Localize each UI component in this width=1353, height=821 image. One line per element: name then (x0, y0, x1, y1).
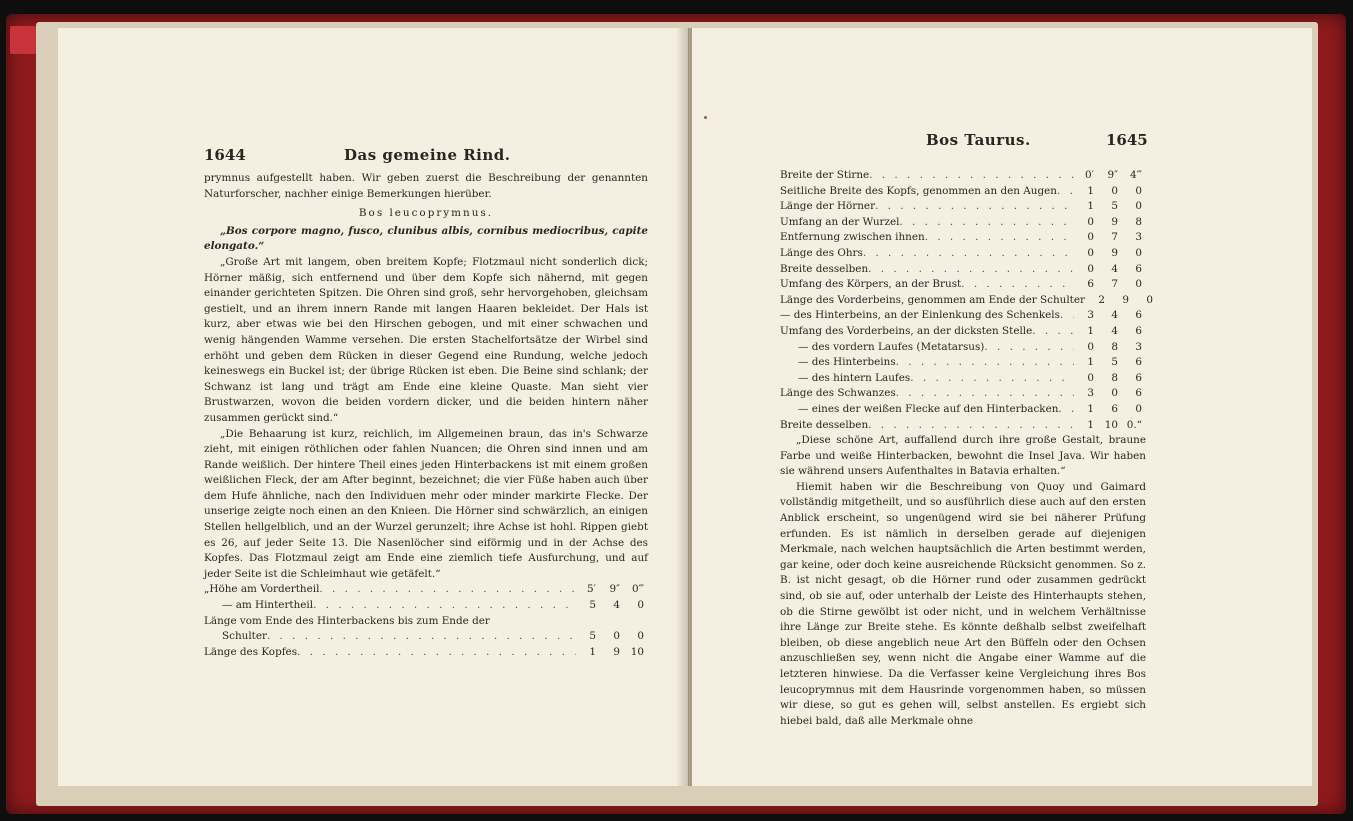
page-speck (704, 116, 707, 119)
measurement-label: „Höhe am Vordertheil (204, 583, 320, 596)
measurement-lines: 6 (1135, 387, 1142, 400)
measurement-lines: 3 (1135, 340, 1142, 353)
measurement-lines: 6 (1135, 309, 1142, 322)
measurement-label: Breite der Stirne (780, 169, 870, 181)
measurement-inches: 9 (1111, 246, 1118, 259)
measurement-feet: 0 (1087, 231, 1094, 244)
measurement-inches: 0 (613, 630, 620, 643)
latin-diagnosis: „Bos corpore magno, fusco, clunibus albis, cornibus mediocribus, capite elongato.“ (204, 224, 648, 253)
measurement-row (780, 340, 1146, 356)
leader-dots (896, 355, 1074, 371)
measurement-lines: 0‴ (631, 583, 644, 596)
measurement-label: Länge vom Ende des Hinterbackens bis zum Ende der (204, 614, 490, 627)
measurement-row (780, 386, 1146, 402)
right-page-header (692, 131, 1312, 155)
measurement-label: Länge des Kopfes (204, 645, 298, 658)
leader-dots (313, 598, 576, 614)
measurement-inches: 8 (1111, 371, 1118, 384)
measurement-row (780, 324, 1146, 340)
measurement-inches: 7 (1111, 278, 1118, 291)
measurement-row (780, 230, 1146, 246)
measurement-lines: 8 (1135, 215, 1142, 228)
measurement-feet: 5 (589, 630, 596, 643)
leader-dots (1057, 184, 1074, 200)
measurement-lines: 10 (630, 645, 644, 658)
measurement-lines: 0 (637, 599, 644, 612)
measurement-label: — des Hinterbeins, an der Einlenkung des Schenkels (780, 309, 1060, 322)
measurement-inches: 5 (1111, 356, 1118, 369)
measurement-label: Schulter (222, 630, 267, 643)
leader-dots (319, 582, 576, 598)
measurement-feet: 0 (1087, 371, 1094, 384)
measurement-row (780, 308, 1146, 324)
measurement-inches: 9 (1111, 215, 1118, 228)
left-page (58, 28, 689, 786)
measurement-lines: 0 (1135, 184, 1142, 197)
measurement-inches: 4 (613, 599, 620, 612)
right-page-body (780, 168, 1153, 729)
left-page-title: Das gemeine Rind. (344, 146, 511, 164)
measurement-label: Entfernung zwischen ihnen (780, 231, 925, 244)
left-measurement-table (204, 582, 648, 660)
measurement-lines: 6 (1135, 262, 1142, 275)
measurement-feet: 0′ (1085, 169, 1094, 181)
cover-corner (10, 26, 36, 54)
leader-dots (984, 340, 1074, 356)
measurement-feet: 0 (1087, 215, 1094, 228)
measurement-feet: 1 (1087, 356, 1094, 369)
measurement-feet: 0 (1087, 262, 1094, 275)
leader-dots (267, 629, 576, 645)
coloration-paragraph: „Die Behaarung ist kurz, reichlich, im Allgemeinen braun, das in's Schwarze zieht, mit einigen röthlichen oder fahlen Nuancen; die Ohren sind innen und am Rande weißlich. Der hintere Theil eines jeden Hinterbackens ist mit einem großen weißlichen Fleck, der am After beginnt, bezeichnet; die vier Füße haben auch über dem Hufe ähnliche, nach den Individuen mehr oder minder markirte Flecke. Der unserige zeigte noch einen an den Knieen. Die Hörner sind schwärzlich, an einigen Stellen hellgelblich, und an der Wurzel gerunzelt; ihre Achse ist hohl. Rippen giebt es 26, auf jeder Seite 13. Die Nasenlöcher sind eiförmig und in der Achse des Kopfes. Das Flotzmaul zeigt am Ende eine ziemlich tiefe Ausfurchung, und auf jeder Seite ist die Schleimhaut wie getäfelt.“ (204, 427, 648, 580)
measurement-feet: 1 (1087, 418, 1094, 431)
measurement-row (780, 293, 1153, 309)
measurement-label: Umfang des Vorderbeins, an der dicksten Stelle (780, 324, 1033, 337)
measurement-label: Länge des Schwanzes (780, 387, 896, 400)
measurement-label: Länge des Vorderbeins, genommen am Ende der Schulter (780, 293, 1085, 306)
measurement-inches: 4 (1111, 324, 1118, 337)
measurement-row (204, 598, 648, 614)
left-page-number: 1644 (204, 146, 246, 164)
right-page-title: Bos Taurus. (926, 131, 1031, 149)
measurement-feet: 1 (1087, 184, 1094, 197)
measurement-label: — eines der weißen Flecke auf den Hinterbacken (798, 402, 1059, 415)
measurement-inches: 9 (613, 645, 620, 658)
measurement-row (204, 629, 648, 645)
measurement-label: Umfang an der Wurzel (780, 215, 900, 228)
measurement-lines: 0 (637, 630, 644, 643)
commentary-paragraph: Hiemit haben wir die Beschreibung von Quoy und Gaimard vollständig mitgetheilt, und so ausführlich diese auch auf den ersten Anblick erscheint, so ungenügend wird sie bei näherer Prüfung erfunden. Es ist nämlich in derselben gerade auf diejenigen Merkmale, nach welchen hauptsächlich die Arten bestimmt werden, gar keine, oder doch keine ausreichende Rücksicht genommen. So z. B. ist nicht gesagt, ob die Hörner rund oder zusammen gedrückt sind, ob sie auf, oder unterhalb der Leiste des Hinterhaupts stehen, ob die Stirne gewölbt ist oder nicht, und in welchem Verhältnisse ihre Länge zur Breite stehe. Es könnte deßhalb selbst zweifelhaft bleiben, ob diese angeblich neue Art den Büffeln oder den Ochsen anzuschließen sey, wenn nicht die Angabe einer Wamme auf die letzteren hinwiese. Da die Verfasser keine Vergleichung ihres Bos leucoprymnus mit dem Hausrinde vorgenommen haben, so müssen wir diese, so gut es gehen will, selbst anstellen. Es ergiebt sich hiebei bald, daß alle Merkmale ohne (780, 480, 1146, 727)
measurement-lines: 6 (1135, 324, 1142, 337)
measurement-row (780, 184, 1146, 200)
measurement-feet: 5′ (587, 583, 596, 596)
measurement-row (780, 418, 1146, 434)
measurement-label: — des vordern Laufes (Metatarsus) (798, 340, 985, 353)
measurement-inches: 0 (1111, 387, 1118, 400)
leader-dots (875, 199, 1074, 215)
measurement-inches: 9″ (1107, 169, 1118, 181)
measurement-row (780, 262, 1146, 278)
measurement-feet: 1 (1087, 200, 1094, 213)
measurement-feet: 3 (1087, 387, 1094, 400)
measurement-label: — am Hintertheil (222, 599, 314, 612)
measurement-row (780, 215, 1146, 231)
measurement-lines: 4‴ (1129, 169, 1142, 181)
measurement-lines: 0 (1146, 293, 1153, 306)
measurement-feet: 2 (1098, 293, 1105, 306)
measurement-row (780, 246, 1146, 262)
measurement-lines: 0 (1135, 278, 1142, 291)
measurement-lines: 0.“ (1126, 418, 1142, 431)
leader-dots (868, 262, 1074, 278)
description-paragraph: „Große Art mit langem, oben breitem Kopfe; Flotzmaul nicht sonderlich dick; Hörner mäßig, sich entfernend und über dem Kopfe sich nähernd, mit gegen einander gerichteten Spitzen. Die Ohren sind groß, sehr hervorgehoben, gleichsam gestielt, und an ihrem innern Rande mit langen Haaren bekleidet. Der Hals ist kurz, aber etwas wie bei den Hirschen gebogen, und mit einer schwachen und wenig hängenden Wamme versehen. Die ersten Stachelfortsätze der Wirbel sind erhöht und geben dem Rücken in dieser Gegend eine Rundung, welche jedoch keineswegs ein Buckel ist; der übrige Rücken ist eben. Die Beine sind schlank; der Schwanz ist lang und trägt am Ende eine kleine Quaste. Man sieht vier Brustwarzen, wovon die beiden vordern dicker, und die beiden hintern näher zusammen gerückt sind.“ (204, 255, 648, 424)
measurement-feet: 3 (1087, 309, 1094, 322)
measurement-inches: 4 (1111, 309, 1118, 322)
leader-dots (1058, 402, 1074, 418)
measurement-lines: 0 (1135, 200, 1142, 213)
leader-dots (925, 230, 1074, 246)
leader-dots (1032, 324, 1074, 340)
measurement-lines: 3 (1135, 231, 1142, 244)
left-page-body (204, 171, 648, 660)
measurement-row (780, 355, 1146, 371)
measurement-row (204, 614, 648, 630)
measurement-inches: 10 (1104, 418, 1118, 431)
right-page (692, 28, 1312, 786)
leader-dots (896, 386, 1074, 402)
measurement-inches: 5 (1111, 200, 1118, 213)
measurement-row (780, 371, 1146, 387)
measurement-label: Länge des Ohrs (780, 246, 863, 259)
leader-dots (868, 418, 1074, 434)
measurement-feet: 0 (1087, 246, 1094, 259)
measurement-row (780, 168, 1146, 184)
measurement-label: — des hintern Laufes (798, 371, 911, 384)
measurement-row (204, 645, 648, 661)
leader-dots (869, 168, 1074, 184)
measurement-lines: 0 (1135, 246, 1142, 259)
species-subhead: Bos leucoprymnus. (358, 207, 494, 220)
measurement-feet: 6 (1087, 278, 1094, 291)
measurement-label: Seitliche Breite des Kopfs, genommen an den Augen (780, 184, 1057, 197)
leader-dots (863, 246, 1074, 262)
measurement-feet: 1 (589, 645, 596, 658)
leader-dots (899, 215, 1074, 231)
leader-dots (297, 645, 576, 661)
measurement-row (780, 402, 1146, 418)
measurement-inches: 6 (1111, 402, 1118, 415)
book-cover (6, 14, 1346, 814)
measurement-feet: 0 (1087, 340, 1094, 353)
measurement-label: Breite desselben (780, 418, 869, 431)
measurement-inches: 4 (1111, 262, 1118, 275)
leader-dots (961, 277, 1074, 293)
measurement-label: — des Hinterbeins (798, 356, 896, 369)
left-page-header (58, 146, 688, 170)
measurement-inches: 8 (1111, 340, 1118, 353)
measurement-inches: 0 (1111, 184, 1118, 197)
measurement-label: Länge der Hörner (780, 200, 876, 213)
right-measurement-table (780, 168, 1153, 433)
measurement-inches: 9 (1122, 293, 1129, 306)
leader-dots (1060, 308, 1074, 324)
measurement-feet: 5 (589, 599, 596, 612)
measurement-feet: 1 (1087, 324, 1094, 337)
measurement-label: Umfang des Körpers, an der Brust (780, 278, 962, 291)
measurement-row (204, 582, 648, 598)
measurement-lines: 6 (1135, 356, 1142, 369)
habitat-paragraph: „Diese schöne Art, auffallend durch ihre große Gestalt, braune Farbe und weiße Hinterbacken, bewohnt die Insel Java. Wir haben sie während unsers Aufenthaltes in Batavia erhalten.“ (780, 434, 1146, 478)
measurement-row (780, 277, 1146, 293)
right-page-number: 1645 (1106, 131, 1148, 149)
measurement-label: Breite desselben (780, 262, 869, 275)
leader-dots (910, 371, 1074, 387)
measurement-feet: 1 (1087, 402, 1094, 415)
measurement-lines: 0 (1135, 402, 1142, 415)
intro-paragraph: prymnus aufgestellt haben. Wir geben zuerst die Beschreibung der genannten Naturforscher, nachher einige Bemerkungen hierüber. (204, 172, 648, 200)
measurement-inches: 7 (1111, 231, 1118, 244)
measurement-lines: 6 (1135, 371, 1142, 384)
measurement-inches: 9″ (609, 583, 620, 596)
measurement-row (780, 199, 1146, 215)
